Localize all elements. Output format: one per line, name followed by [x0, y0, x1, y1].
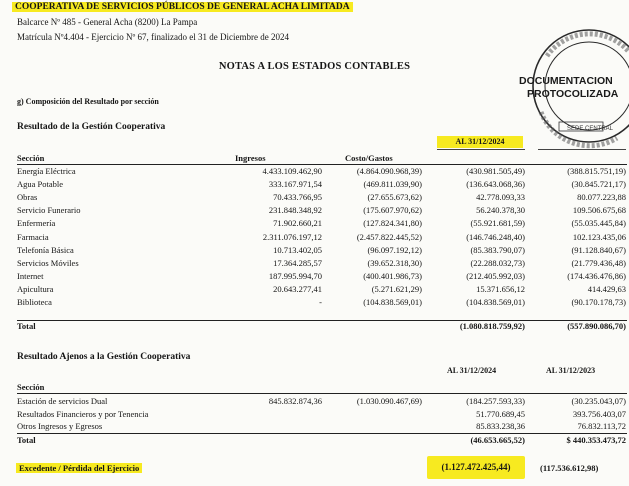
- coop-row-costs: (96.097.192,12): [367, 244, 422, 255]
- coop-row-prev: (90.170.178,73): [571, 297, 626, 307]
- coop-row-income: 70.433.766,95: [273, 192, 322, 203]
- coop-row-income: 4.433.109.462,90: [262, 166, 322, 176]
- coop-row-income: 20.643.277,41: [273, 283, 322, 294]
- non-coop-row-name: Estación de servicios Dual: [17, 396, 108, 406]
- coop-row-name: Enfermería: [17, 218, 56, 229]
- page-title: NOTAS A LOS ESTADOS CONTABLES: [218, 61, 411, 72]
- stamp-text-protocolizada: PROTOCOLIZADA: [527, 88, 619, 100]
- non-coop-row-prev: (30.235.043,07): [571, 396, 626, 406]
- coop-col-costs: Costo/Gastos: [345, 153, 393, 163]
- coop-row-income: 333.167.971,54: [268, 179, 322, 190]
- coop-row-result: (146.746.248,40): [466, 231, 525, 242]
- coop-row-result: (212.405.992,03): [466, 270, 525, 281]
- coop-row-prev: 80.077.223,88: [577, 192, 626, 203]
- coop-row-name: Servicios Móviles: [17, 257, 79, 268]
- coop-row-name: Biblioteca: [17, 297, 52, 307]
- coop-row-name: Energía Eléctrica: [17, 166, 76, 176]
- coop-row-income: 71.902.660,21: [273, 218, 322, 229]
- excedente-label: Excedente / Pérdida del Ejercicio: [16, 463, 142, 473]
- coop-row-costs: (27.655.673,62): [367, 192, 422, 203]
- coop-row-prev: 109.506.675,68: [572, 205, 626, 216]
- coop-row-name: Apicultura: [17, 283, 54, 294]
- company-name: COOPERATIVA DE SERVICIOS PÚBLICOS DE GENERAL ACHA LIMITADA: [12, 2, 353, 12]
- coop-row-prev: 414.429,63: [587, 283, 626, 294]
- coop-row-income: 187.995.994,70: [268, 270, 322, 281]
- coop-row-costs: (400.401.986,73): [363, 270, 422, 281]
- non-coop-section-title: Resultado Ajenos a la Gestión Cooperativa: [17, 352, 191, 362]
- coop-row-costs: (127.824.341,80): [363, 218, 422, 229]
- coop-row-costs: (469.811.039,90): [363, 179, 422, 190]
- coop-col-income: Ingresos: [235, 153, 266, 163]
- protocol-stamp-seal: [517, 22, 629, 152]
- coop-row-costs: (104.838.569,01): [363, 297, 422, 307]
- section-label: g) Composición del Resultado por sección: [17, 97, 159, 106]
- coop-row-name: Agua Potable: [17, 179, 64, 190]
- coop-row-income: 2.311.076.197,12: [262, 231, 322, 242]
- non-coop-row-result: 85.833.238,36: [476, 421, 525, 431]
- non-coop-total-label: Total: [17, 435, 36, 445]
- company-address: Balcarce Nº 485 - General Acha (8200) La Pampa: [17, 17, 198, 27]
- coop-row-result: (136.643.068,36): [466, 179, 525, 190]
- non-coop-row-result: (184.257.593,33): [466, 396, 525, 406]
- coop-prev-header-rule: [538, 149, 626, 150]
- coop-result-header-rule: [437, 149, 525, 150]
- coop-row-prev: (30.845.721,17): [571, 179, 626, 190]
- coop-row-income: -: [319, 297, 322, 307]
- coop-row-income: 231.848.348,92: [268, 205, 322, 216]
- coop-header-rule: [17, 164, 627, 165]
- coop-row-prev: (55.035.445,84): [571, 218, 626, 229]
- coop-row-result: 15.371.656,12: [476, 283, 525, 294]
- non-coop-date-2024: AL 31/12/2024: [447, 366, 497, 375]
- coop-row-result: (55.921.681,59): [470, 218, 525, 229]
- coop-row-name: Obras: [17, 192, 38, 203]
- coop-section-title: Resultado de la Gestión Cooperativa: [17, 122, 166, 132]
- coop-row-costs: (5.271.621,29): [371, 283, 422, 294]
- non-coop-row-prev: 76.832.113,72: [577, 421, 626, 431]
- non-coop-total-2023: $ 440.353.473,72: [566, 435, 626, 445]
- coop-row-costs: (175.607.970,62): [363, 205, 422, 216]
- coop-row-result: (85.383.790,07): [470, 244, 525, 255]
- coop-row-name: Internet: [17, 270, 44, 281]
- company-registration: Matrícula Nº4.404 - Ejercicio Nº 67, finalizado el 31 de Diciembre de 2024: [17, 32, 289, 42]
- coop-row-prev: (174.436.476,86): [567, 270, 626, 281]
- coop-date-header: AL 31/12/2024: [437, 136, 523, 148]
- non-coop-row-result: 51.770.689,45: [476, 408, 525, 419]
- coop-row-prev: 102.123.435,06: [572, 231, 626, 242]
- coop-row-costs: (2.457.822.445,52): [356, 231, 422, 242]
- coop-row-result: (104.838.569,01): [466, 297, 525, 307]
- coop-row-income: 17.364.285,57: [273, 257, 322, 268]
- coop-row-result: (22.288.032,73): [470, 257, 525, 268]
- non-coop-row-prev: 393.756.403,07: [572, 408, 626, 419]
- coop-col-section: Sección: [17, 153, 45, 163]
- coop-row-name: Farmacia: [17, 231, 49, 242]
- non-coop-row-costs: (1.030.090.467,69): [356, 396, 422, 406]
- coop-row-name: Servicio Funerario: [17, 205, 81, 216]
- coop-total-label: Total: [17, 321, 36, 331]
- coop-row-name: Telefonía Básica: [17, 244, 74, 255]
- non-coop-row-name: Resultados Financieros y por Tenencia: [17, 408, 149, 419]
- non-coop-header-rule: [17, 393, 627, 394]
- non-coop-total-2024: (46.653.665,52): [470, 435, 525, 445]
- coop-row-costs: (4.864.090.968,39): [356, 166, 422, 176]
- coop-total-2023: (557.890.086,70): [567, 321, 626, 331]
- coop-row-prev: (91.128.840,67): [571, 244, 626, 255]
- non-coop-row-income: 845.832.874,36: [268, 396, 322, 406]
- excedente-value-2023: (117.536.612,98): [540, 463, 599, 473]
- non-coop-date-2023: AL 31/12/2023: [546, 366, 596, 375]
- coop-total-2024: (1.080.818.759,92): [459, 321, 525, 331]
- coop-row-prev: (388.815.751,19): [567, 166, 626, 176]
- coop-row-result: (430.981.505,49): [466, 166, 525, 176]
- coop-row-prev: (21.779.436,48): [571, 257, 626, 268]
- coop-row-income: 10.713.402,05: [273, 244, 322, 255]
- excedente-value-2024: (1.127.472.425,44): [427, 456, 525, 479]
- coop-row-costs: (39.652.318,30): [367, 257, 422, 268]
- coop-row-result: 42.778.093,33: [476, 192, 525, 203]
- non-coop-col-section: Sección: [17, 382, 45, 392]
- stamp-text-sede: SEDE CENTRAL: [567, 126, 614, 132]
- stamp-text-documentacion: DOCUMENTACION: [519, 75, 613, 87]
- non-coop-total-rule: [17, 433, 627, 434]
- coop-row-result: 56.240.378,30: [476, 205, 525, 216]
- non-coop-row-name: Otros Ingresos y Egresos: [17, 421, 103, 431]
